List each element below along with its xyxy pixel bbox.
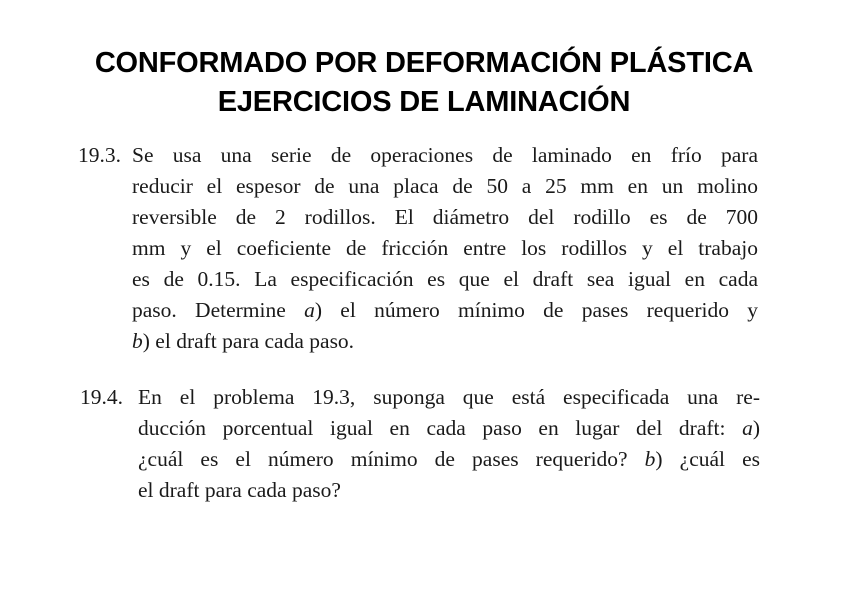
problem-line: paso. Determine a) el número mínimo de pases requerido y [132,298,758,322]
problem-19-3 [78,140,758,357]
problem-line: reversible de 2 rodillos. El diámetro del rodillo es de 700 [132,205,758,229]
problem-line: el draft para cada paso? [138,478,341,502]
slide-title [0,44,848,122]
title-line-1: CONFORMADO POR DEFORMACIÓN PLÁSTICA [94,47,754,79]
problem-number: 19.4. [80,385,123,409]
problem-19-4 [80,382,760,506]
title-line-2: EJERCICIOS DE LAMINACIÓN [217,86,631,118]
problem-line: b) el draft para cada paso. [132,329,355,353]
problem-line: reducir el espesor de una placa de 50 a 25 mm en un molino [132,174,758,198]
problem-line: es de 0.15. La especificación es que el draft sea igual en cada [132,267,758,291]
problem-line: ¿cuál es el número mínimo de pases requerido? b) ¿cuál es [138,447,760,471]
problem-line: Se usa una serie de operaciones de laminado en frío para [132,143,758,167]
problem-line: mm y el coeficiente de fricción entre los rodillos y el trabajo [132,236,758,260]
problem-line: ducción porcentual igual en cada paso en lugar del draft: a) [138,416,760,440]
problem-line: En el problema 19.3, suponga que está especificada una re- [138,385,760,409]
problem-number: 19.3. [78,143,121,167]
problem-text [138,382,760,506]
problem-text [132,140,758,357]
